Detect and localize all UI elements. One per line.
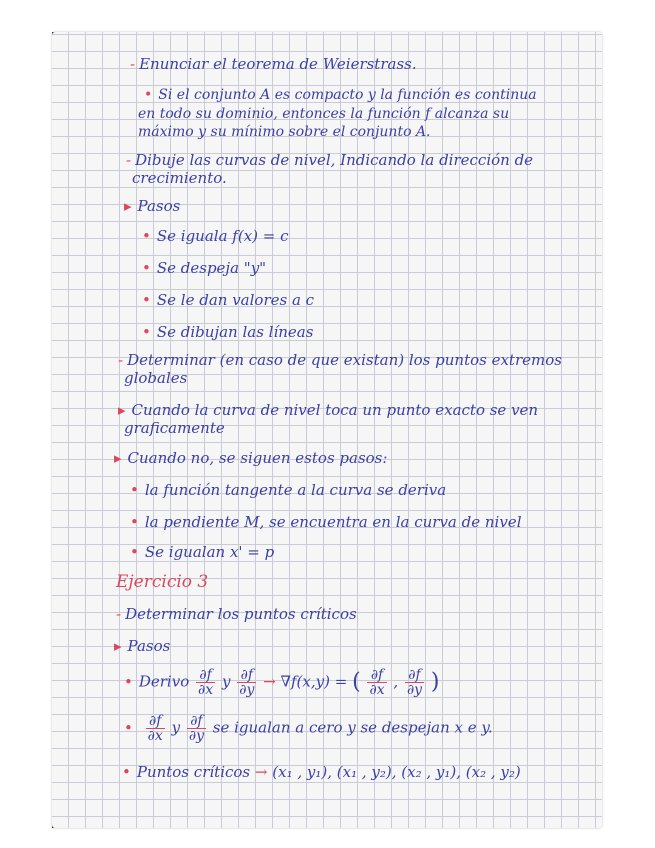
bullet-icon: ▸ [114,637,122,655]
partial-f-y: $\frac{\partial f}{\partial y}$ [239,667,255,698]
gradient-x: $\frac{\partial f}{\partial x}$ [369,667,385,698]
level-step-3: • Se le dan valores a c [142,291,315,309]
extremes-title-2: globales [124,369,188,387]
extremes-case-1a: ▸ Cuando la curva de nivel toca un punto exacto se ven [118,401,539,419]
theorem-title: - Enunciar el teorema de Weierstrass. [130,55,417,73]
level-step-1: • Se iguala f(x) = c [142,227,289,245]
bullet-icon: • [142,323,151,341]
arrow-icon: → [254,763,268,781]
bullet-icon: ▸ [118,401,126,419]
bullet-icon: • [144,87,153,103]
steps-label-1: ▸ Pasos [124,197,181,215]
theorem-text-2: en todo su dominio, entonces la función f alcanza su [138,106,510,122]
equal-zero-line: • $\frac{\partial f}{\partial x}$ y $\frac{\partial f}{\partial y}$ se igualan a cero y se despejan x e y. [124,713,493,744]
extremes-title-1: - Determinar (en caso de que existan) los puntos extremos [118,351,562,369]
gradient-y: $\frac{\partial f}{\partial y}$ [406,667,423,698]
bullet-icon: • [124,672,133,691]
extremes-step-3: • Se igualan x' = p [130,543,275,561]
bullet-icon: • [130,543,139,561]
theorem-text-3: máximo y su mínimo sobre el conjunto A. [138,124,431,140]
derive-line: • Derivo $\frac{\partial f}{\partial x}$ y $\frac{\partial f}{\partial y}$ → ∇f(x,y) = ( $\frac{\partial f}{\partial x}$ , $\frac{\partial f}{\partial y}$ ) [124,667,440,698]
bullet-icon: ▸ [124,197,132,215]
partial-f-x-2: $\frac{\partial f}{\partial x}$ [147,713,163,744]
bullet-icon: • [142,227,151,245]
level-step-2: • Se despeja "y" [142,259,267,277]
bullet-icon: • [122,763,131,781]
partial-f-y-2: $\frac{\partial f}{\partial y}$ [188,713,204,744]
level-curves-title-1: - Dibuje las curvas de nivel, Indicando la dirección de [126,151,534,169]
extremes-step-1: • la función tangente a la curva se deriva [130,481,447,499]
extremes-case-1b: graficamente [124,419,225,437]
bullet-icon: • [142,291,151,309]
notebook-page [52,32,602,828]
bullet-icon: • [130,481,139,499]
arrow-icon: → [263,672,276,691]
critical-points-line: • Puntos críticos → (x₁ , y₁), (x₁ , y₂), (x₂ , y₁), (x₂ , y₂) [122,763,521,781]
extremes-step-2: • la pendiente M, se encuentra en la curva de nivel [130,513,522,531]
exercise-title: - Determinar los puntos críticos [116,605,357,623]
theorem-text-1: • Si el conjunto A es compacto y la función es continua [144,87,537,103]
bullet-icon: • [142,259,151,277]
bullet-icon: ▸ [114,449,122,467]
level-curves-title-2: crecimiento. [132,169,227,187]
exercise-heading: Ejercicio 3 [116,572,209,592]
level-step-4: • Se dibujan las líneas [142,323,314,341]
partial-f-x: $\frac{\partial f}{\partial x}$ [198,667,214,698]
steps-label-2: ▸ Pasos [114,637,171,655]
extremes-case-2: ▸ Cuando no, se siguen estos pasos: [114,449,388,467]
bullet-icon: • [124,718,133,737]
bullet-icon: • [130,513,139,531]
